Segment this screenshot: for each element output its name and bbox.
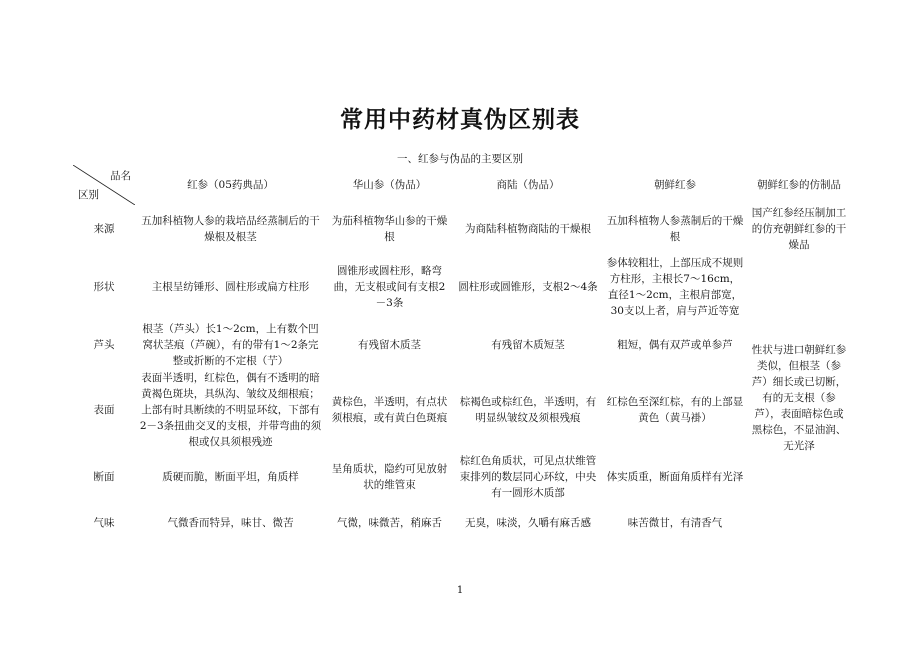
table-cell: 棕褐色或棕红色，半透明，有明显纵皱纹及须根残痕 (459, 396, 597, 424)
table-cell: 棕红色角质状，可见点状维管束排列的数层同心环纹，中央有一圆形木质部 (459, 455, 597, 499)
replica-description: 性状与进口朝鲜红参类似，但根茎（参芦）细长或已切断，有的无支根（参芦），表面暗棕色或黑棕色，不显油润、无光泽 (751, 344, 847, 452)
row-label: 芦头 (93, 339, 115, 351)
table-cell: 为商陆科植物商陆的干燥根 (465, 223, 591, 235)
table-row (73, 253, 851, 321)
column-header: 商陆（伪品） (496, 179, 560, 191)
table-row (73, 205, 851, 253)
table-row (73, 321, 851, 369)
row-label: 气味 (93, 517, 115, 529)
table-cell (747, 253, 851, 543)
column-header: 朝鲜红参 (654, 179, 696, 191)
row-label: 来源 (93, 223, 115, 235)
table-row (73, 451, 851, 503)
table-cell: 气微香而特异，味甘、微苦 (167, 517, 294, 529)
table-cell: 主根呈纺锤形、圆柱形或扁方柱形 (151, 281, 310, 293)
column-header: 华山参（伪品） (352, 179, 427, 191)
page-number: 1 (456, 585, 464, 596)
table-cell: 气微，味微苦，稍麻舌 (337, 517, 442, 529)
table-cell: 圆锥形或圆柱形，略弯曲，无支根或间有支根2－3条 (333, 265, 446, 309)
table-cell: 红棕色至深红棕，有的上部显黄色（黄马褂） (606, 396, 744, 424)
table-cell: 根茎（芦头）长1～2cm，上有数个凹窝状茎痕（芦碗），有的带有1～2条完整或折断的不定根（艼） (142, 323, 319, 367)
table-cell: 有残留木质短茎 (491, 339, 565, 351)
column-header: 朝鲜红参的仿制品 (757, 179, 841, 191)
table-cell: 呈角质状，隐约可见放射状的维管束 (331, 463, 448, 491)
table-cell: 参体较粗壮，上部压成不规则方柱形，主根长7～16cm，直径1～2cm，主根肩部宽，30支以上者，肩与芦近等宽 (606, 257, 744, 317)
corner-label-name: 品名 (110, 170, 131, 182)
column-header: 红参（05药典品） (187, 179, 274, 191)
table-cell: 无臭，味淡，久嚼有麻舌感 (465, 517, 591, 529)
section-title: 一、红参与伪品的主要区别 (397, 153, 523, 165)
row-label: 形状 (93, 281, 115, 293)
row-label: 断面 (93, 471, 115, 483)
table-cell: 味苦微甘，有清香气 (627, 517, 723, 529)
table-cell: 表面半透明，红棕色，偶有不透明的暗黄褐色斑块，具纵沟、皱纹及细根痕；上部有时具断续的不明显环纹，下部有2－3条扭曲交叉的支根，并带弯曲的须根或仅具须根残迹 (139, 372, 322, 448)
row-label: 表面 (93, 404, 115, 416)
table-cell: 五加科植物人参蒸制后的干燥根 (606, 215, 744, 243)
comparison-table (73, 165, 851, 543)
table-cell: 国产红参经压制加工的仿充朝鲜红参的干燥品 (751, 207, 847, 251)
table-cell: 有残留木质茎 (358, 339, 421, 351)
table-row (73, 503, 851, 543)
table-cell: 五加科植物人参的栽培品经蒸制后的干燥根及根茎 (141, 215, 320, 243)
corner-label-difference: 区别 (78, 189, 99, 201)
corner-cell (73, 165, 135, 205)
table-row (73, 369, 851, 451)
table-cell: 黄棕色，半透明，有点状须根痕，或有黄白色斑痕 (331, 396, 448, 424)
document-title: 常用中药材真伪区别表 (340, 106, 580, 133)
table-cell: 为茄科植物华山参的干燥根 (331, 215, 448, 243)
table-cell: 圆柱形或圆锥形，支根2～4条 (458, 281, 598, 293)
table-cell: 体实质重，断面角质样有光泽 (606, 471, 744, 483)
header-row (73, 165, 851, 205)
table-cell: 质硬而脆，断面平坦，角质样 (162, 471, 299, 483)
table-cell: 粗短，偶有双芦或单参芦 (617, 339, 733, 351)
